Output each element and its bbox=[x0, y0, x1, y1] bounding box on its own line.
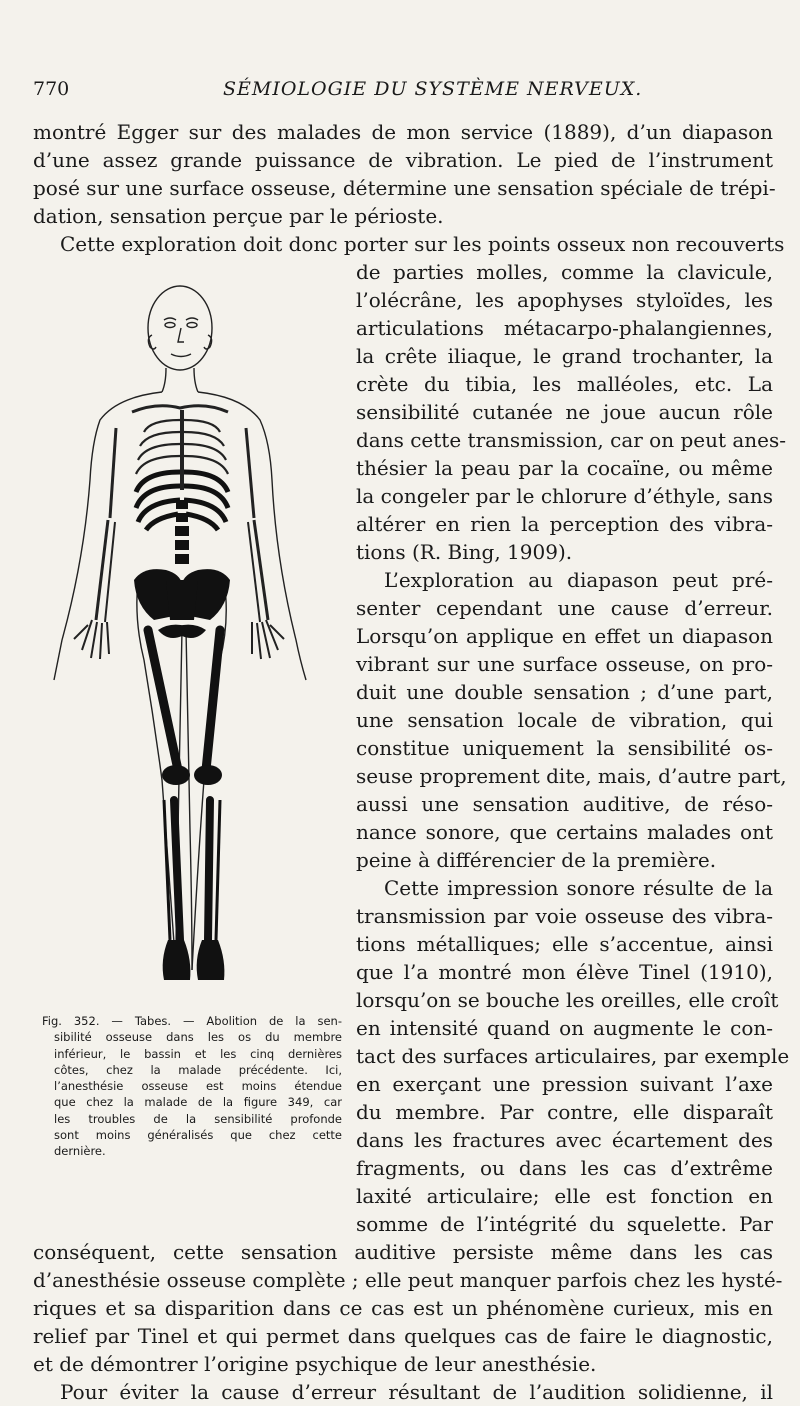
body-line: relief par Tinel et qui permet dans quelques cas de faire le diagnostic, bbox=[33, 1324, 773, 1348]
column-line: une sensation locale de vibration, qui bbox=[356, 708, 773, 732]
column-line: sensibilité cutanée ne joue aucun rôle bbox=[356, 400, 773, 424]
column-line: duit une double sensation ; d’une part, bbox=[356, 680, 773, 704]
column-line: laxité articulaire; elle est fonction en bbox=[356, 1184, 773, 1208]
column-line: dans les fractures avec écartement des bbox=[356, 1128, 773, 1152]
column-line: en exerçant une pression suivant l’axe bbox=[356, 1072, 773, 1096]
column-line: l’olécrâne, les apophyses styloïdes, les bbox=[356, 288, 773, 312]
caption-line: que chez la malade de la figure 349, car bbox=[54, 1095, 342, 1110]
column-line: tions (R. Bing, 1909). bbox=[356, 540, 573, 564]
column-line: L’exploration au diapason peut pré- bbox=[384, 568, 773, 592]
column-line: la crête iliaque, le grand trochanter, la bbox=[356, 344, 773, 368]
running-title: SÉMIOLOGIE DU SYSTÈME NERVEUX. bbox=[223, 78, 643, 100]
column-line: Lorsqu’on applique en effet un diapason bbox=[356, 624, 773, 648]
body-line: Pour éviter la cause d’erreur résultant de l’audition solidienne, il bbox=[60, 1380, 773, 1404]
caption-line: les troubles de la sensibilité profonde bbox=[54, 1111, 342, 1126]
column-line: somme de l’intégrité du squelette. Par bbox=[356, 1212, 773, 1236]
column-line: seuse proprement dite, mais, d’autre part, bbox=[356, 764, 787, 788]
column-line: de parties molles, comme la clavicule, bbox=[356, 260, 773, 284]
column-line: altérer en rien la perception des vibra- bbox=[356, 512, 773, 536]
body-line: posé sur une surface osseuse, détermine une sensation spéciale de trépi- bbox=[33, 176, 776, 200]
body-line: dation, sensation perçue par le périoste. bbox=[33, 204, 444, 228]
column-line: tions métalliques; elle s’accentue, ainsi bbox=[356, 932, 773, 956]
body-line: et de démontrer l’origine psychique de leur anesthésie. bbox=[33, 1352, 597, 1376]
page-header bbox=[33, 78, 773, 106]
column-line: fragments, ou dans les cas d’extrême bbox=[356, 1156, 773, 1180]
column-line: vibrant sur une surface osseuse, on pro- bbox=[356, 652, 773, 676]
caption-line: l’anesthésie osseuse est moins étendue bbox=[54, 1079, 342, 1094]
column-line: crète du tibia, les malléoles, etc. La bbox=[356, 372, 773, 396]
column-line: thésier la peau par la cocaïne, ou même bbox=[356, 456, 773, 480]
column-line: constitue uniquement la sensibilité os- bbox=[356, 736, 773, 760]
column-line: senter cependant une cause d’erreur. bbox=[356, 596, 773, 620]
caption-line: dernière. bbox=[54, 1144, 106, 1159]
column-line: aussi une sensation auditive, de réso- bbox=[356, 792, 773, 816]
column-line: lorsqu’on se bouche les oreilles, elle croît bbox=[356, 988, 779, 1012]
body-line: d’une assez grande puissance de vibration. Le pied de l’instrument bbox=[33, 148, 773, 172]
column-line: Cette impression sonore résulte de la bbox=[384, 876, 773, 900]
column-line: la congeler par le chlorure d’éthyle, sans bbox=[356, 484, 774, 508]
column-line: dans cette transmission, car on peut anes- bbox=[356, 428, 787, 452]
caption-line: Fig. 352. — Tabes. — Abolition de la sen- bbox=[42, 1014, 342, 1028]
body-line: montré Egger sur des malades de mon service (1889), d’un diapason bbox=[33, 120, 773, 144]
column-line: transmission par voie osseuse des vibra- bbox=[356, 904, 773, 928]
column-line: tact des surfaces articulaires, par exemple bbox=[356, 1044, 790, 1068]
body-line: d’anesthésie osseuse complète ; elle peut manquer parfois chez les hysté- bbox=[33, 1268, 783, 1292]
caption-line: sont moins généralisés que chez cette bbox=[54, 1128, 342, 1143]
caption-line: sibilité osseuse dans les os du membre bbox=[54, 1030, 342, 1045]
figure-caption bbox=[42, 1013, 342, 1160]
page-number: 770 bbox=[33, 78, 70, 100]
column-line: articulations métacarpo-phalangiennes, bbox=[356, 316, 773, 340]
column-line: en intensité quand on augmente le con- bbox=[356, 1016, 773, 1040]
body-line: conséquent, cette sensation auditive persiste même dans les cas bbox=[33, 1240, 773, 1264]
column-line: que l’a montré mon élève Tinel (1910), bbox=[356, 960, 773, 984]
body-line: Cette exploration doit donc porter sur les points osseux non recouverts bbox=[60, 232, 785, 256]
caption-line: inférieur, le bassin et les cinq dernières bbox=[54, 1046, 342, 1061]
body-line: riques et sa disparition dans ce cas est un phénomène curieux, mis en bbox=[33, 1296, 773, 1320]
column-line: du membre. Par contre, elle disparaît bbox=[356, 1100, 773, 1124]
skeleton-figure bbox=[40, 280, 348, 1000]
caption-line: côtes, chez la malade précédente. Ici, bbox=[54, 1062, 342, 1077]
column-line: peine à différencier de la première. bbox=[356, 848, 717, 872]
column-line: nance sonore, que certains malades ont bbox=[356, 820, 773, 844]
